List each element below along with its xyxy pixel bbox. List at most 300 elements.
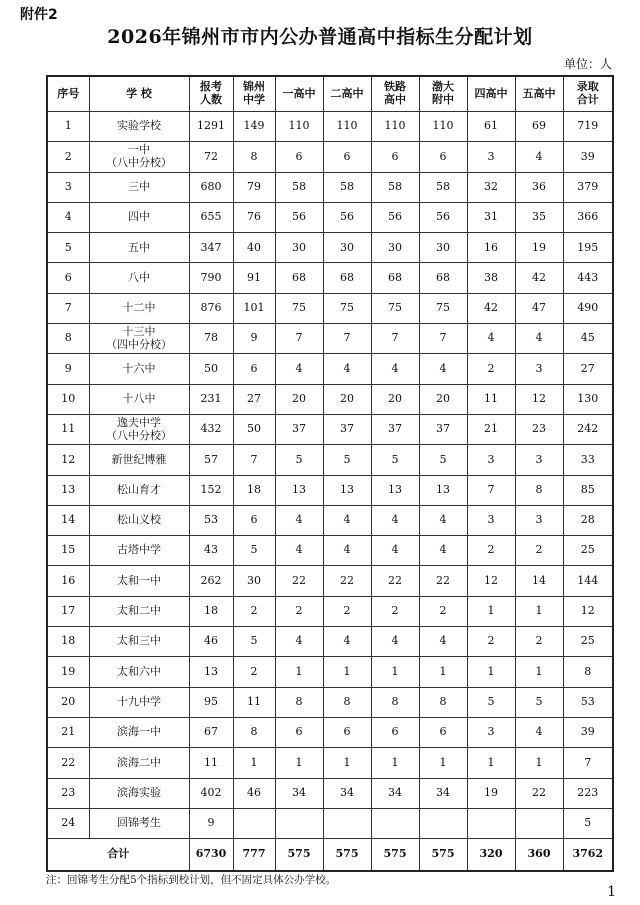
value-tl: 4 [371,536,419,566]
value-h4: 1 [467,596,515,626]
value-total: 53 [563,687,613,717]
value-h4: 5 [467,687,515,717]
value-h4: 3 [467,717,515,747]
school-name [89,172,189,202]
value-h5: 12 [515,384,563,414]
value-jz [233,808,275,838]
value-h5: 47 [515,293,563,323]
value-jz: 91 [233,263,275,293]
table-row [47,808,613,838]
value-jz: 11 [233,687,275,717]
school-name [89,324,189,354]
value-h1: 2 [275,596,323,626]
school-name-line: 四中 [128,210,150,224]
header-jz-line: 锦州 [243,80,265,94]
row-number: 7 [47,293,89,323]
value-jz: 6 [233,354,275,384]
school-name-line: 太和三中 [117,634,161,648]
school-name [89,293,189,323]
row-number: 23 [47,778,89,808]
school-name-line: 十九中学 [117,694,161,708]
value-h1: 7 [275,324,323,354]
value-h2: 8 [323,687,371,717]
value-applicants: 790 [189,263,233,293]
value-tl: 22 [371,566,419,596]
value-h4: 1 [467,748,515,778]
value-h4: 12 [467,566,515,596]
school-name-line: 太和六中 [117,664,161,678]
table-row [47,384,613,414]
value-h2: 110 [323,112,371,142]
value-h1: 68 [275,263,323,293]
value-h1: 4 [275,536,323,566]
school-name [89,748,189,778]
value-h2: 6 [323,717,371,747]
value-h2: 4 [323,536,371,566]
school-name-line: 一中 [128,143,150,157]
total-h1: 575 [275,839,323,872]
school-name [89,233,189,263]
value-h2: 6 [323,142,371,172]
total-label: 合计 [47,839,189,872]
value-h1: 4 [275,505,323,535]
school-name-line: （四中分校） [106,337,172,351]
value-applicants: 13 [189,657,233,687]
school-name [89,717,189,747]
value-h5: 42 [515,263,563,293]
value-tl: 1 [371,657,419,687]
school-name [89,596,189,626]
table-row [47,414,613,444]
value-total: 39 [563,717,613,747]
page-title: 2026年锦州市市内公办普通高中指标生分配计划 [107,26,533,48]
table-row [47,233,613,263]
header-bd-line: 附中 [432,93,454,106]
value-h2: 58 [323,172,371,202]
value-h1: 34 [275,778,323,808]
header-h2-line: 二高中 [330,86,364,100]
value-applicants: 53 [189,505,233,535]
value-total: 242 [563,414,613,444]
school-name [89,142,189,172]
value-h2: 30 [323,233,371,263]
value-bd: 5 [419,445,467,475]
row-number: 22 [47,748,89,778]
footnote: 注：回锦考生分配5个指标到校计划，但不固定具体公办学校。 [46,874,337,886]
value-h5: 2 [515,627,563,657]
value-h1: 1 [275,748,323,778]
row-number: 20 [47,687,89,717]
value-h1: 4 [275,354,323,384]
value-total: 7 [563,748,613,778]
school-name [89,354,189,384]
table-row [47,536,613,566]
value-h4: 31 [467,202,515,232]
value-jz: 27 [233,384,275,414]
table-row [47,687,613,717]
value-total: 223 [563,778,613,808]
value-bd: 34 [419,778,467,808]
value-jz: 9 [233,324,275,354]
value-h2: 4 [323,354,371,384]
value-h1: 58 [275,172,323,202]
school-name-line: （八中分校） [106,428,172,442]
row-number: 15 [47,536,89,566]
value-jz: 2 [233,596,275,626]
row-number: 21 [47,717,89,747]
value-total: 39 [563,142,613,172]
value-applicants: 347 [189,233,233,263]
value-jz: 1 [233,748,275,778]
value-jz: 149 [233,112,275,142]
table-row [47,202,613,232]
table-row [47,354,613,384]
school-name-line: 实验学校 [117,119,161,133]
value-jz: 40 [233,233,275,263]
header-h5-line: 五高中 [522,86,556,100]
value-h1: 110 [275,112,323,142]
header-school [89,76,189,112]
value-applicants: 95 [189,687,233,717]
row-number: 6 [47,263,89,293]
school-name [89,414,189,444]
value-h4: 7 [467,475,515,505]
value-total: 366 [563,202,613,232]
value-total: 195 [563,233,613,263]
value-bd: 7 [419,324,467,354]
school-name [89,445,189,475]
value-bd: 68 [419,263,467,293]
total-applicants: 6730 [189,839,233,872]
value-jz: 76 [233,202,275,232]
value-h5: 4 [515,142,563,172]
value-h5: 36 [515,172,563,202]
value-jz: 8 [233,142,275,172]
value-h5: 69 [515,112,563,142]
value-h2: 37 [323,414,371,444]
value-tl: 2 [371,596,419,626]
value-applicants: 432 [189,414,233,444]
value-bd: 6 [419,717,467,747]
value-h1: 6 [275,142,323,172]
value-h2: 34 [323,778,371,808]
school-name [89,778,189,808]
value-h1: 8 [275,687,323,717]
value-bd: 4 [419,627,467,657]
value-h4: 2 [467,354,515,384]
school-name [89,202,189,232]
value-h4: 19 [467,778,515,808]
value-h1: 56 [275,202,323,232]
table-row [47,778,613,808]
value-bd: 58 [419,172,467,202]
value-h5: 19 [515,233,563,263]
value-bd: 2 [419,596,467,626]
school-name [89,112,189,142]
value-tl: 8 [371,687,419,717]
row-number: 5 [47,233,89,263]
value-tl: 68 [371,263,419,293]
value-bd: 13 [419,475,467,505]
value-bd: 4 [419,354,467,384]
value-applicants: 152 [189,475,233,505]
value-total: 8 [563,657,613,687]
value-h1: 5 [275,445,323,475]
table-row [47,505,613,535]
value-applicants: 231 [189,384,233,414]
header-total [563,76,613,112]
value-h5: 2 [515,536,563,566]
value-jz: 8 [233,717,275,747]
table-row [47,263,613,293]
value-tl: 6 [371,717,419,747]
value-total: 12 [563,596,613,626]
table-row [47,112,613,142]
value-total: 25 [563,627,613,657]
row-number: 16 [47,566,89,596]
school-name [89,808,189,838]
value-bd: 56 [419,202,467,232]
row-number: 3 [47,172,89,202]
table-row [47,172,613,202]
table-row [47,324,613,354]
row-number: 4 [47,202,89,232]
school-name-line: 十三中 [122,325,156,339]
value-h1 [275,808,323,838]
table-body [47,112,613,839]
value-tl: 7 [371,324,419,354]
table-row [47,596,613,626]
value-h4: 21 [467,414,515,444]
value-h4: 11 [467,384,515,414]
value-bd [419,808,467,838]
table-row [47,657,613,687]
header-total-line: 录取 [576,80,599,94]
header-applicants [189,76,233,112]
school-name-line: 松山义校 [117,513,161,527]
value-h5: 22 [515,778,563,808]
value-h2: 4 [323,627,371,657]
header-tl [371,76,419,112]
value-h1: 13 [275,475,323,505]
value-h2: 1 [323,748,371,778]
school-name [89,657,189,687]
value-h2: 22 [323,566,371,596]
value-total: 33 [563,445,613,475]
row-number: 13 [47,475,89,505]
header-h1-line: 一高中 [282,86,316,100]
total-jz: 777 [233,839,275,872]
table-row [47,142,613,172]
value-jz: 18 [233,475,275,505]
value-bd: 30 [419,233,467,263]
attachment-label: 附件2 [20,7,58,23]
value-h5: 23 [515,414,563,444]
value-tl: 75 [371,293,419,323]
value-h5: 3 [515,354,563,384]
value-h5: 1 [515,657,563,687]
value-applicants: 67 [189,717,233,747]
school-name-line: 十二中 [122,301,156,315]
row-number: 17 [47,596,89,626]
header-no-line: 序号 [57,86,80,100]
value-applicants: 655 [189,202,233,232]
value-h4: 2 [467,536,515,566]
value-h1: 30 [275,233,323,263]
total-h2: 575 [323,839,371,872]
value-tl: 56 [371,202,419,232]
value-h1: 37 [275,414,323,444]
value-h5: 8 [515,475,563,505]
header-h2 [323,76,371,112]
school-name-line: 太和一中 [117,573,161,587]
row-number: 9 [47,354,89,384]
value-total: 130 [563,384,613,414]
value-total: 45 [563,324,613,354]
value-tl: 13 [371,475,419,505]
school-name-line: 八中 [128,270,150,284]
table-total-row [47,839,613,872]
value-h5: 1 [515,596,563,626]
header-h5 [515,76,563,112]
value-total: 28 [563,505,613,535]
value-jz: 50 [233,414,275,444]
value-h2 [323,808,371,838]
table-row [47,627,613,657]
value-total: 490 [563,293,613,323]
value-h4: 61 [467,112,515,142]
table-row [47,445,613,475]
header-h1 [275,76,323,112]
value-bd: 1 [419,657,467,687]
total-bd: 575 [419,839,467,872]
value-applicants: 9 [189,808,233,838]
value-h4: 42 [467,293,515,323]
value-h2: 56 [323,202,371,232]
value-bd: 75 [419,293,467,323]
value-h2: 20 [323,384,371,414]
value-bd: 20 [419,384,467,414]
school-name-line: 五中 [128,240,150,254]
header-h4 [467,76,515,112]
table-row [47,566,613,596]
value-h4: 32 [467,172,515,202]
value-total: 379 [563,172,613,202]
value-tl: 4 [371,354,419,384]
value-jz: 46 [233,778,275,808]
value-h4: 1 [467,657,515,687]
value-h1: 20 [275,384,323,414]
row-number: 11 [47,414,89,444]
total-h5: 360 [515,839,563,872]
value-h2: 1 [323,657,371,687]
value-total: 5 [563,808,613,838]
school-name-line: 新世纪博雅 [111,452,167,466]
value-h4: 38 [467,263,515,293]
value-total: 27 [563,354,613,384]
value-h5: 3 [515,505,563,535]
value-h2: 75 [323,293,371,323]
value-h4: 4 [467,324,515,354]
value-h4: 2 [467,627,515,657]
value-bd: 37 [419,414,467,444]
value-applicants: 262 [189,566,233,596]
row-number: 8 [47,324,89,354]
value-tl: 37 [371,414,419,444]
value-applicants: 18 [189,596,233,626]
unit-label: 单位：人 [563,57,612,71]
value-jz: 5 [233,536,275,566]
value-h4: 3 [467,445,515,475]
value-bd: 8 [419,687,467,717]
total-h4: 320 [467,839,515,872]
value-h5 [515,808,563,838]
school-name [89,687,189,717]
value-h1: 1 [275,657,323,687]
value-applicants: 72 [189,142,233,172]
value-tl: 30 [371,233,419,263]
school-name [89,263,189,293]
value-h5: 4 [515,717,563,747]
value-tl: 20 [371,384,419,414]
value-h2: 4 [323,505,371,535]
value-applicants: 402 [189,778,233,808]
value-jz: 5 [233,627,275,657]
header-school-line: 学 校 [126,86,152,100]
school-name-line: 滨海二中 [117,755,161,769]
value-h4 [467,808,515,838]
row-number: 18 [47,627,89,657]
row-number: 10 [47,384,89,414]
header-tl-line: 铁路 [384,80,406,94]
school-name-line: 十六中 [122,361,156,375]
header-jz [233,76,275,112]
value-tl: 5 [371,445,419,475]
value-total: 85 [563,475,613,505]
allocation-table [46,75,614,872]
value-bd: 110 [419,112,467,142]
value-applicants: 78 [189,324,233,354]
row-number: 2 [47,142,89,172]
total-tl: 575 [371,839,419,872]
value-h4: 16 [467,233,515,263]
value-h4: 3 [467,142,515,172]
value-applicants: 46 [189,627,233,657]
value-jz: 79 [233,172,275,202]
value-applicants: 43 [189,536,233,566]
header-h4-line: 四高中 [474,86,508,100]
table-header-row [47,76,613,112]
value-tl: 110 [371,112,419,142]
school-name-line: 古塔中学 [117,543,161,557]
row-number: 24 [47,808,89,838]
school-name-line: 滨海一中 [117,725,161,739]
value-jz: 30 [233,566,275,596]
value-bd: 4 [419,536,467,566]
value-h5: 1 [515,748,563,778]
value-applicants: 57 [189,445,233,475]
value-total: 443 [563,263,613,293]
value-h5: 4 [515,324,563,354]
school-name-line: 三中 [128,179,150,193]
value-applicants: 680 [189,172,233,202]
header-jz-line: 中学 [243,93,265,106]
school-name-line: 松山育才 [117,482,161,496]
value-bd: 6 [419,142,467,172]
value-h5: 5 [515,687,563,717]
value-h2: 2 [323,596,371,626]
school-name [89,566,189,596]
